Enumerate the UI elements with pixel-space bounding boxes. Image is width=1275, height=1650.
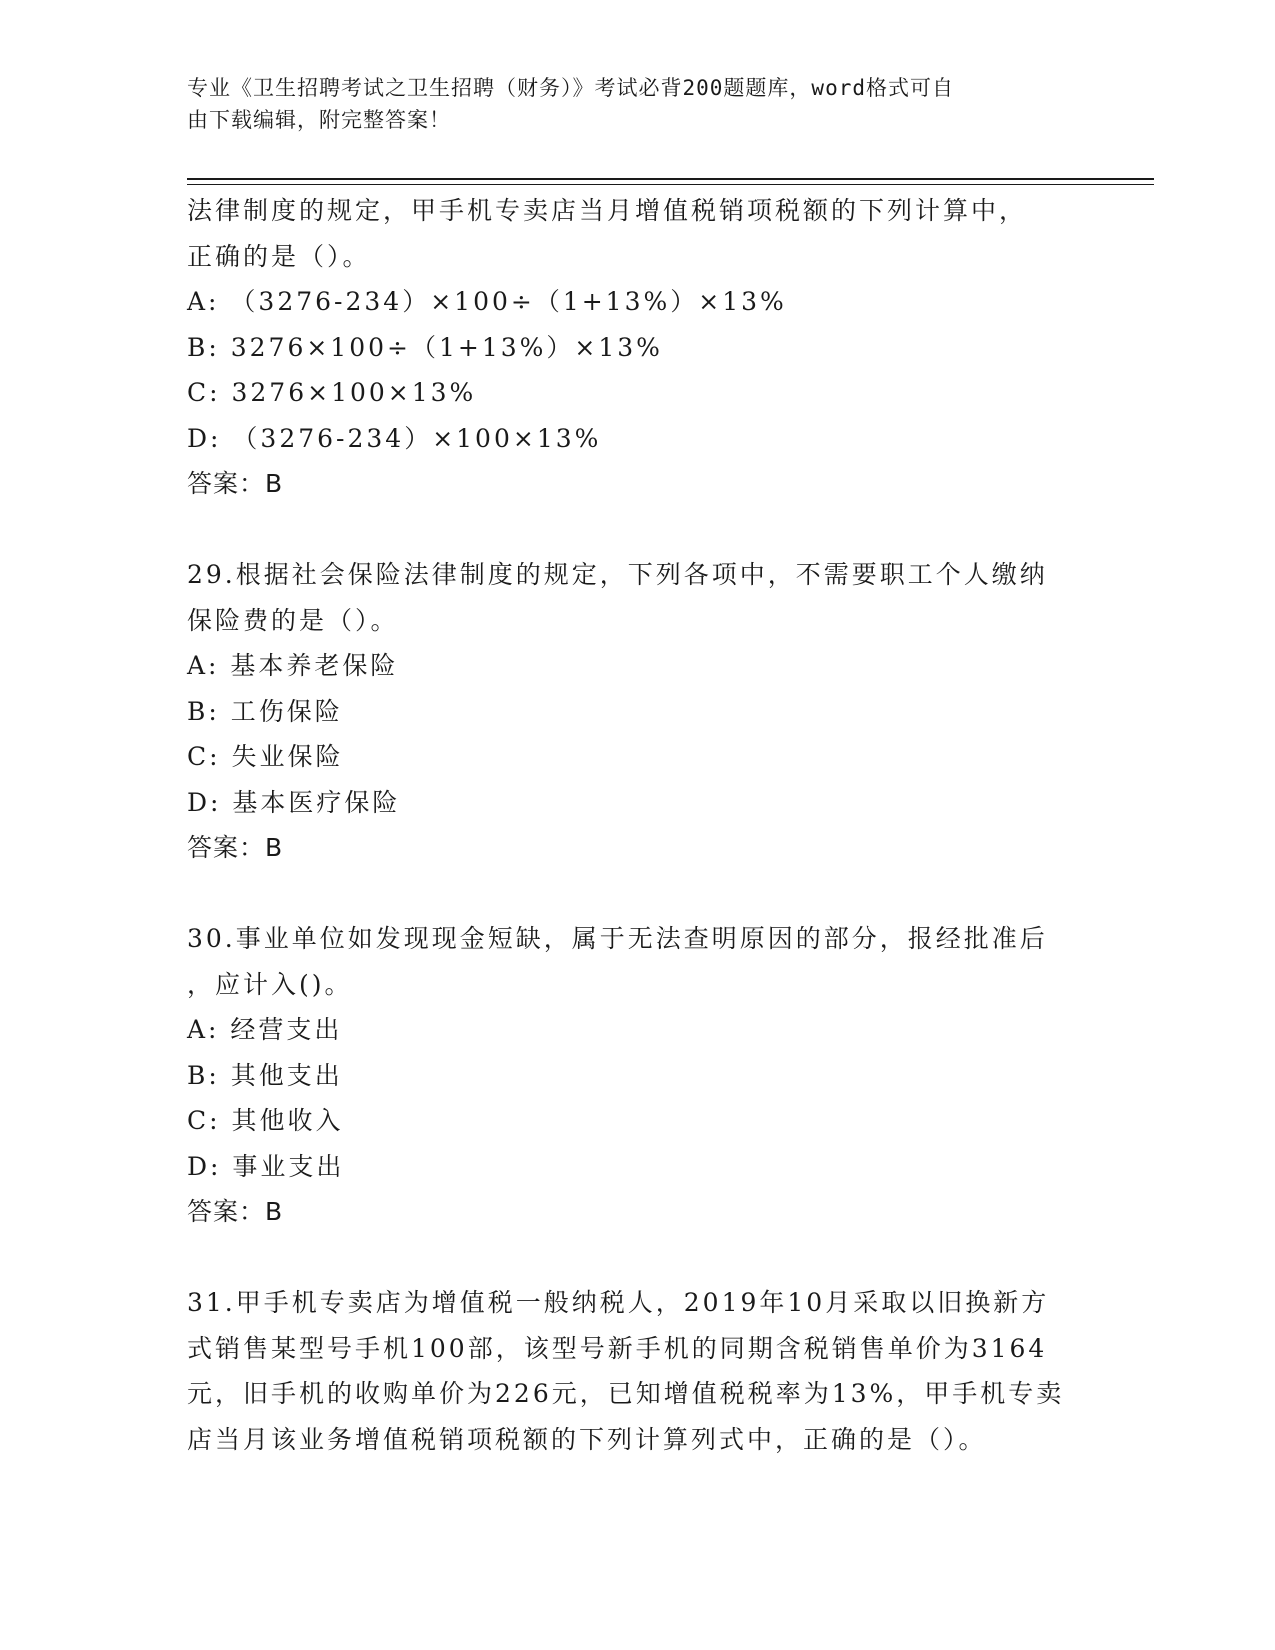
question-stem-line: 29.根据社会保险法律制度的规定，下列各项中，不需要职工个人缴纳 — [187, 560, 1048, 589]
option-d: D: 基本医疗保险 — [187, 787, 401, 817]
header-divider-thick — [187, 178, 1154, 180]
option-a: A: 经营支出 — [187, 1015, 343, 1044]
option-b: B: 其他支出 — [187, 1060, 343, 1090]
question-stem-line: 式销售某型号手机100部，该型号新手机的同期含税销售单价为3164 — [187, 1333, 1048, 1363]
option-c: C: 其他收入 — [187, 1106, 344, 1135]
question-stem-line: 正确的是（）。 — [187, 241, 371, 271]
option-c: C: 失业保险 — [187, 742, 344, 771]
option-c: C: 3276×100×13% — [187, 378, 477, 407]
question-30 — [187, 916, 1087, 1235]
header-line-2: 由下载编辑，附完整答案！ — [187, 108, 451, 132]
answer: 答案：B — [187, 833, 284, 862]
option-d: D: （3276-234）×100×13% — [187, 423, 602, 453]
spacer — [187, 507, 1087, 553]
option-a: A: （3276-234）×100÷（1+13%）×13% — [187, 287, 787, 316]
answer: 答案：B — [187, 1197, 284, 1226]
question-stem-line: 店当月该业务增值税销项税额的下列计算列式中，正确的是（）。 — [187, 1424, 987, 1454]
question-list — [187, 188, 1087, 1462]
question-stem-line: 31.甲手机专卖店为增值税一般纳税人，2019年10月采取以旧换新方 — [187, 1288, 1050, 1317]
question-stem-line: 法律制度的规定，甲手机专卖店当月增值税销项税额的下列计算中， — [187, 196, 1028, 225]
answer: 答案：B — [187, 469, 284, 498]
question-stem-line: 保险费的是（）。 — [187, 605, 399, 635]
document-header — [187, 72, 1067, 136]
spacer — [187, 1235, 1087, 1281]
question-29 — [187, 552, 1087, 871]
option-b: B: 工伤保险 — [187, 696, 343, 726]
question-28 — [187, 188, 1087, 507]
header-divider-thin — [187, 184, 1154, 185]
option-d: D: 事业支出 — [187, 1151, 345, 1181]
option-a: A: 基本养老保险 — [187, 651, 399, 680]
question-stem-line: 30.事业单位如发现现金短缺，属于无法查明原因的部分，报经批准后 — [187, 924, 1048, 953]
header-line-1: 专业《卫生招聘考试之卫生招聘（财务）》考试必背200题题库，word格式可自 — [187, 76, 954, 100]
question-stem-line: ，应计入()。 — [187, 969, 353, 999]
question-stem-line: 元，旧手机的收购单价为226元，已知增值税税率为13%，甲手机专卖 — [187, 1379, 1065, 1408]
option-b: B: 3276×100÷（1+13%）×13% — [187, 332, 663, 362]
question-31 — [187, 1280, 1087, 1462]
spacer — [187, 871, 1087, 917]
